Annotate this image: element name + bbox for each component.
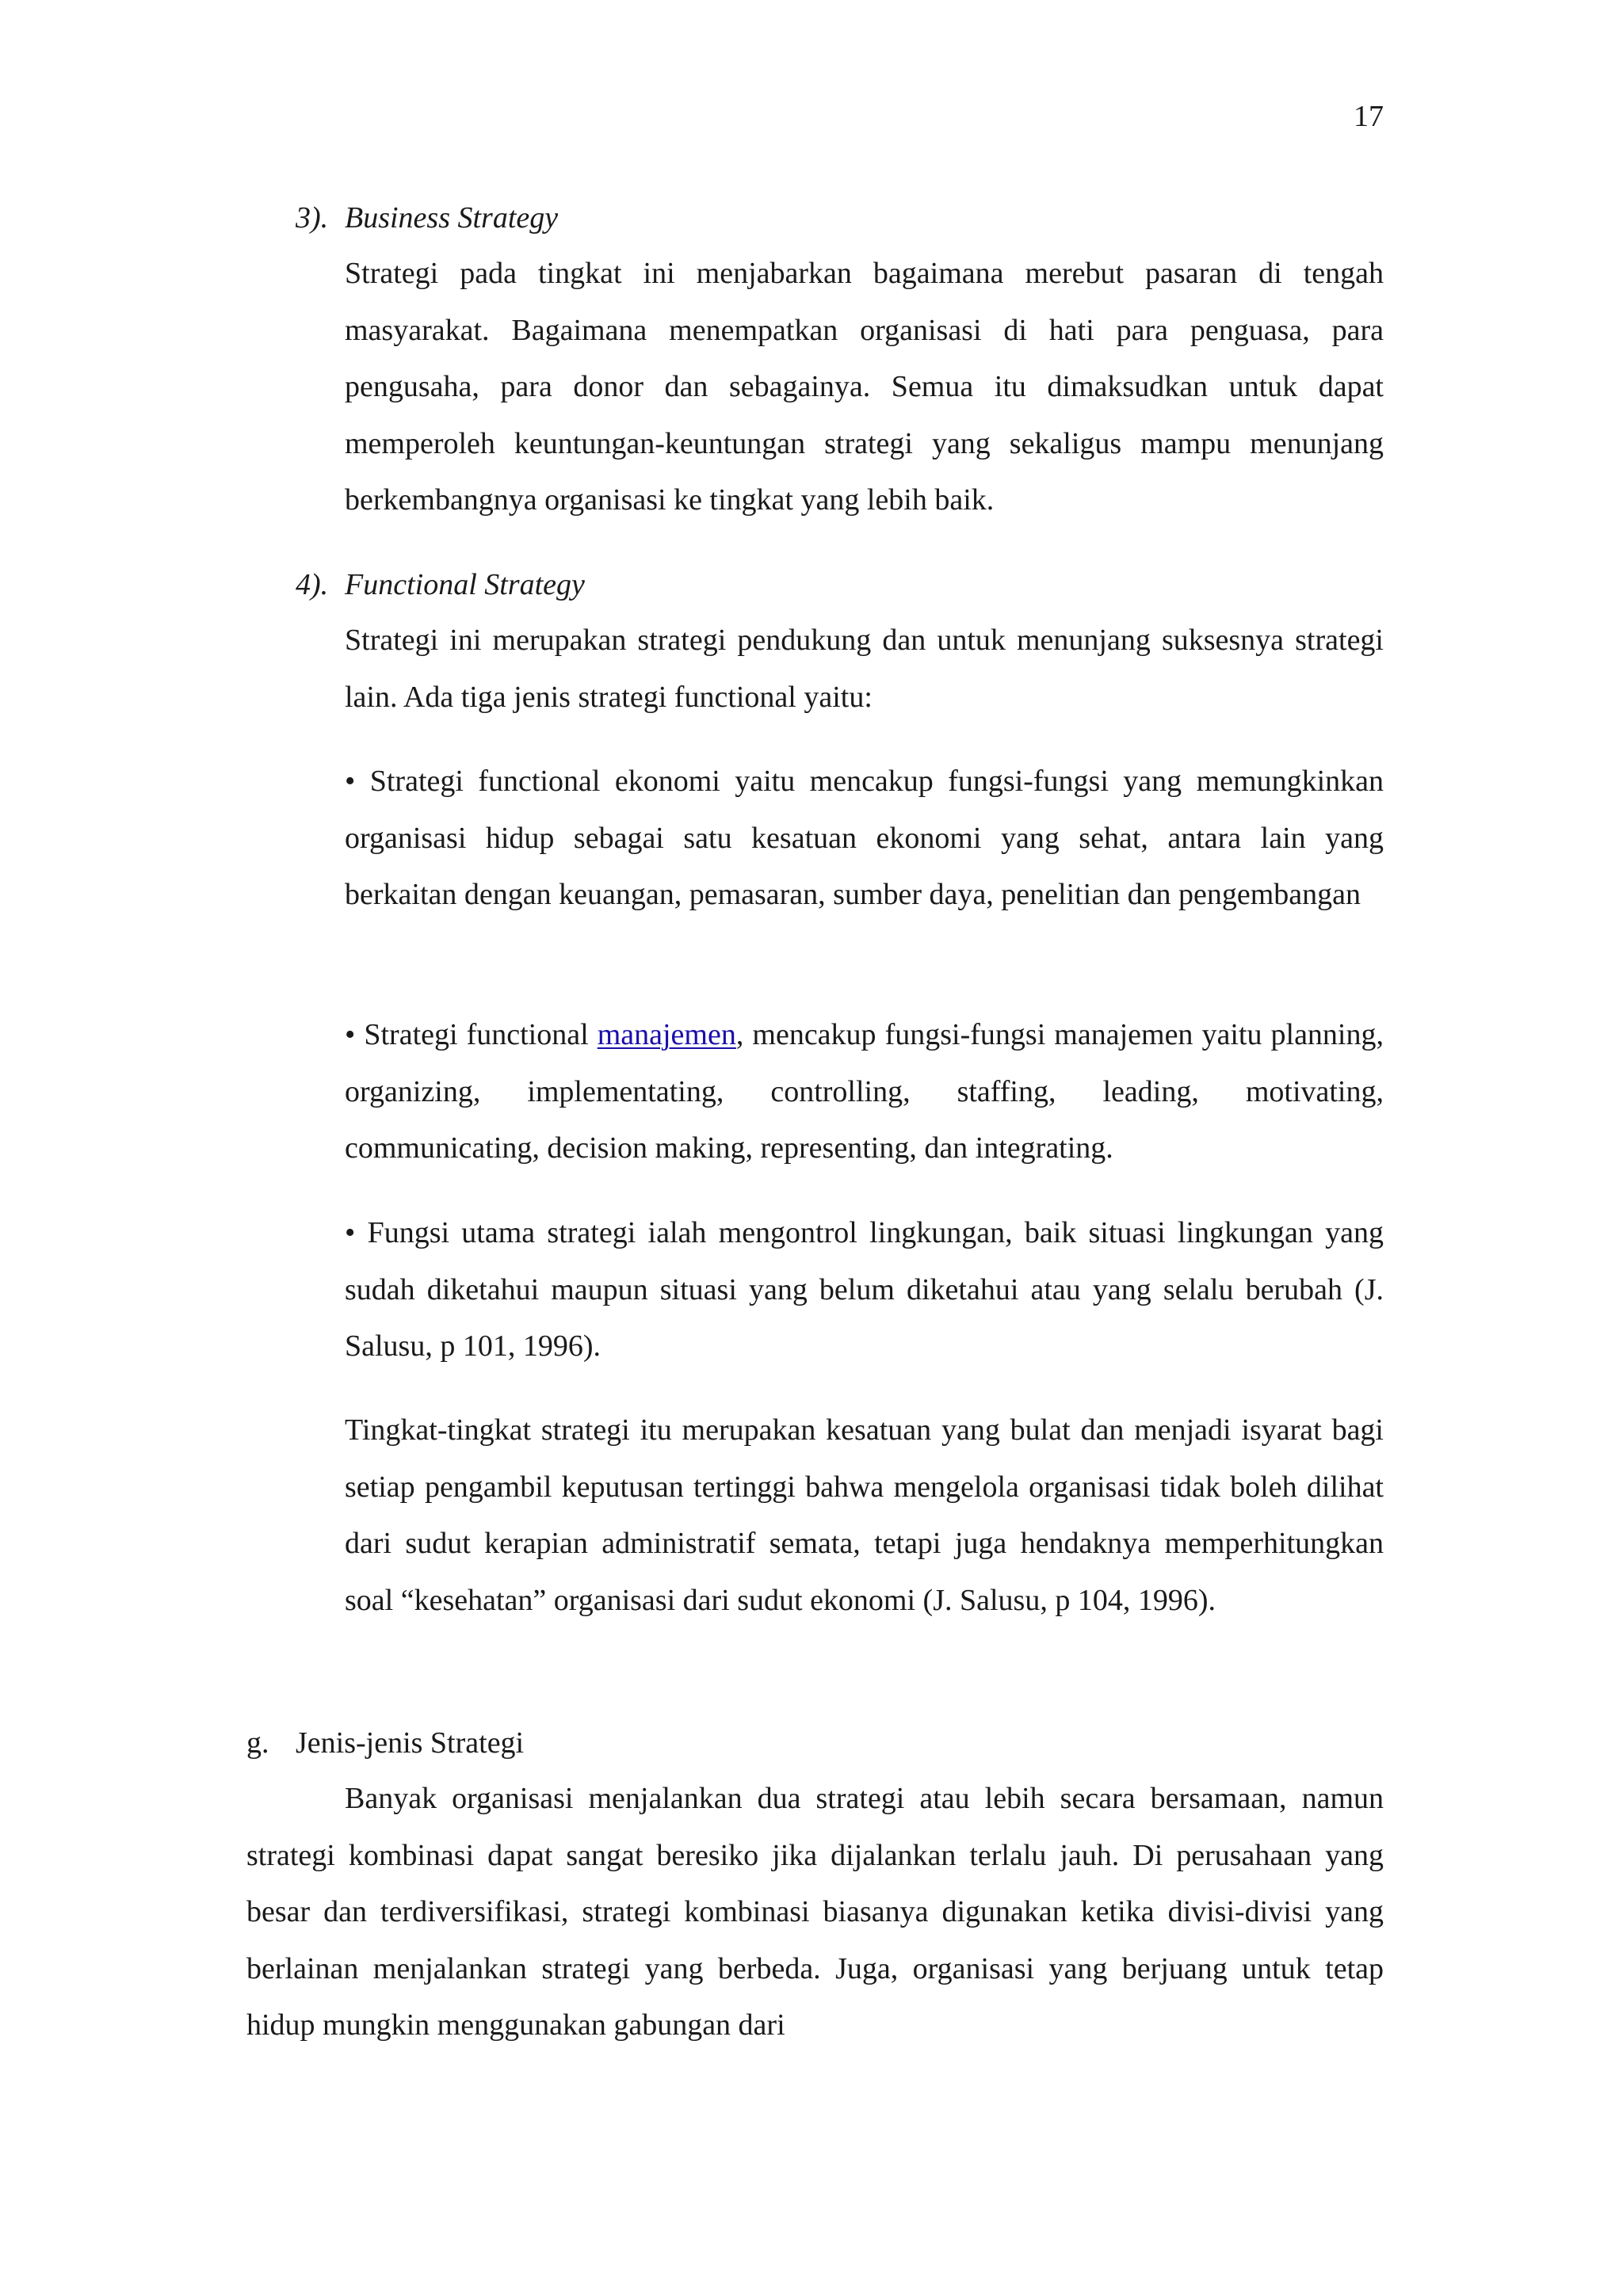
section-heading-jenis-strategi [246, 1723, 524, 1763]
bullet-item-economic [345, 753, 1384, 924]
heading-title: Business Strategy [345, 201, 559, 235]
heading-title: Functional Strategy [345, 568, 585, 601]
closing-paragraph [345, 1402, 1384, 1629]
functional-strategy-paragraph [345, 612, 1384, 726]
paragraph-text: Strategi pada tingkat ini menjabarkan bagaimana merebut pasaran di tengah masyarakat. Bagaimana menempatkan organisasi di hati para penguasa, para pengusaha, para donor dan sebagainya. Semua itu dimaksudkan untuk dapat memperoleh keuntungan-keuntungan strategi yang sekaligus mampu menunjang berkembangnya organisasi ke tingkat yang lebih baik. [345, 257, 1384, 517]
heading-number: 4). [296, 568, 329, 601]
bullet-text [345, 1007, 1384, 1177]
bullet-item-management [345, 1007, 1384, 1177]
paragraph-text: Banyak organisasi menjalankan dua strategi atau lebih secara bersamaan, namun strategi kombinasi dapat sangat beresiko jika dijalankan terlalu jauh. Di perusahaan yang besar dan terdiversifikasi, strategi kombinasi biasanya digunakan ketika divisi-divisi yang berlainan menjalankan strategi yang berbeda. Juga, organisasi yang berjuang untuk tetap hidup mungkin menggunakan gabungan dari [246, 1782, 1384, 2042]
bullet-text: • Fungsi utama strategi ialah mengontrol lingkungan, baik situasi lingkungan yang sudah diketahui maupun situasi yang belum diketahui atau yang selalu berubah (J. Salusu, p 101, 1996). [345, 1216, 1384, 1363]
page-number: 17 [1354, 100, 1384, 133]
bullet-suffix: , mencakup fungsi-fungsi manajemen yaitu planning, organizing, implementating, controlling, staffing, leading, motivating, communicating, decision making, representing, dan integrating. [345, 1018, 1384, 1165]
bullet-prefix: • Strategi functional [345, 1018, 598, 1051]
paragraph-text: Tingkat-tingkat strategi itu merupakan kesatuan yang bulat dan menjadi isyarat bagi setiap pengambil keputusan tertinggi bahwa mengelola organisasi tidak boleh dilihat dari sudut kerapian administratif semata, tetapi juga hendaknya memperhitungkan soal “kesehatan” organisasi dari sudut ekonomi (J. Salusu, p 104, 1996). [345, 1413, 1384, 1617]
paragraph-text: Strategi ini merupakan strategi pendukung dan untuk menunjang suksesnya strategi lain. Ada tiga jenis strategi functional yaitu: [345, 624, 1384, 714]
section-title: Jenis-jenis Strategi [296, 1726, 525, 1760]
bullet-item-main-function [345, 1205, 1384, 1375]
heading-number: 3). [296, 201, 329, 235]
heading-functional-strategy [296, 565, 585, 605]
jenis-strategi-paragraph [246, 1771, 1384, 2054]
section-label: g. [246, 1726, 269, 1760]
business-strategy-paragraph [345, 246, 1384, 529]
bullet-text: • Strategi functional ekonomi yaitu mencakup fungsi-fungsi yang memungkinkan organisasi hidup sebagai satu kesatuan ekonomi yang sehat, antara lain yang berkaitan dengan keuangan, pemasaran, sumber daya, penelitian dan pengembangan [345, 765, 1384, 911]
manajemen-link[interactable]: manajemen [597, 1018, 736, 1051]
heading-business-strategy [296, 198, 558, 238]
